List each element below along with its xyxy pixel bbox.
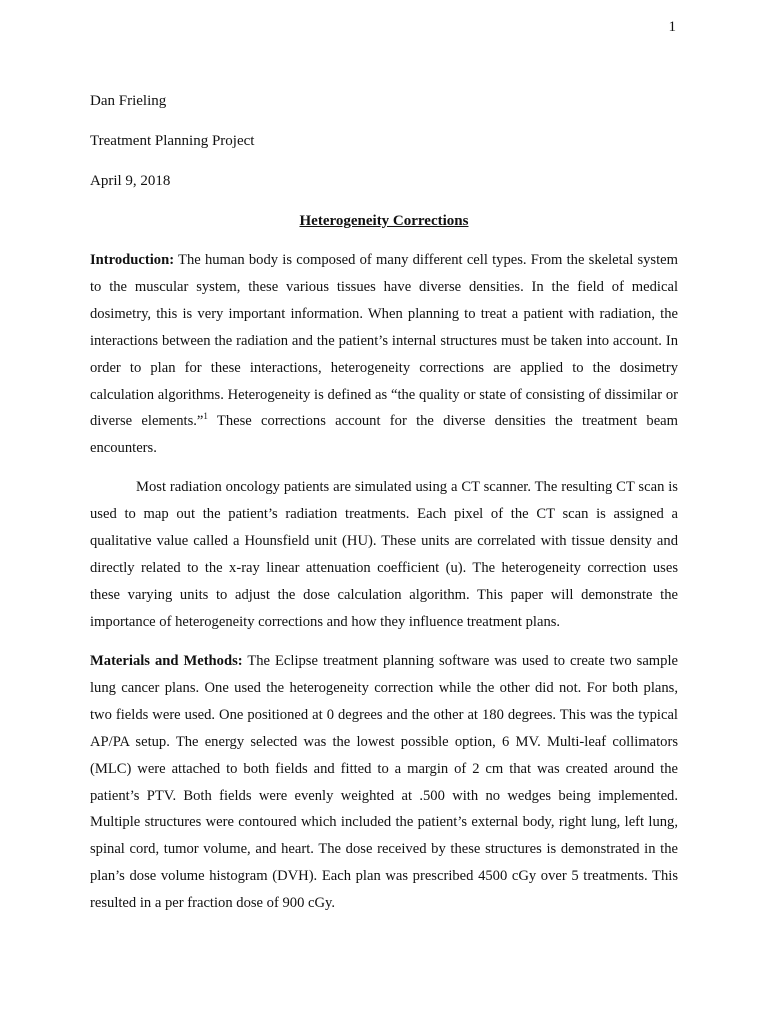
materials-methods-text: The Eclipse treatment planning software was used to create two sample lung cancer plans. One used the heterogeneity correction while the other did not. For both plans, two fields were used. One positioned at 0 degrees and the other at 180 degrees. This was the typical AP/PA setup. The energy selected was the lowest possible option, 6 MV. Multi-leaf collimators (MLC) were attached to both fields and fitted to a margin of 2 cm that was created around the patient’s PTV. Both fields were evenly weighted at .500 with no wedges being implemented. Multiple structures were contoured which included the patient’s external body, right lung, left lung, spinal cord, tumor volume, and heart. The dose received by these structures is demonstrated in the plan’s dose volume histogram (DVH). Each plan was prescribed 4500 cGy over 5 treatments. This resulted in a per fraction dose of 900 cGy. (90, 653, 678, 912)
document-title: Heterogeneity Corrections (299, 213, 469, 229)
page-number: 1 (668, 19, 676, 35)
introduction-text: The human body is composed of many different cell types. From the skeletal system to the muscular system, these various tissues have diverse densities. In the field of medical dosimetry, this is very important information. When planning to treat a patient with radiation, the interactions between the radiation and the patient’s internal structures must be taken into account. In order to plan for these interactions, heterogeneity corrections are applied to the dosimetry calculation algorithms. Heterogeneity is defined as “the quality or state of consisting of dissimilar or diverse elements.” (90, 252, 678, 430)
materials-methods-heading: Materials and Methods: (90, 653, 243, 669)
introduction-paragraph (90, 247, 678, 462)
footnote-reference: 1 (203, 411, 208, 422)
ct-simulation-paragraph: Most radiation oncology patients are simulated using a CT scanner. The resulting CT scan is used to map out the patient’s radiation treatments. Each pixel of the CT scan is assigned a qualitative value called a Hounsfield unit (HU). These units are correlated with tissue density and directly related to the x-ray linear attenuation coefficient (u). The heterogeneity correction uses these varying units to adjust the dose calculation algorithm. This paper will demonstrate the importance of heterogeneity corrections and how they influence treatment plans. (90, 479, 678, 630)
introduction-heading: Introduction: (90, 252, 175, 268)
document-date: April 9, 2018 (90, 173, 171, 189)
introduction-text-end: These corrections account for the diverse densities the treatment beam encounters. (90, 413, 678, 457)
author-name: Dan Frieling (90, 93, 167, 109)
materials-methods-paragraph (90, 648, 678, 917)
project-name: Treatment Planning Project (90, 133, 255, 149)
